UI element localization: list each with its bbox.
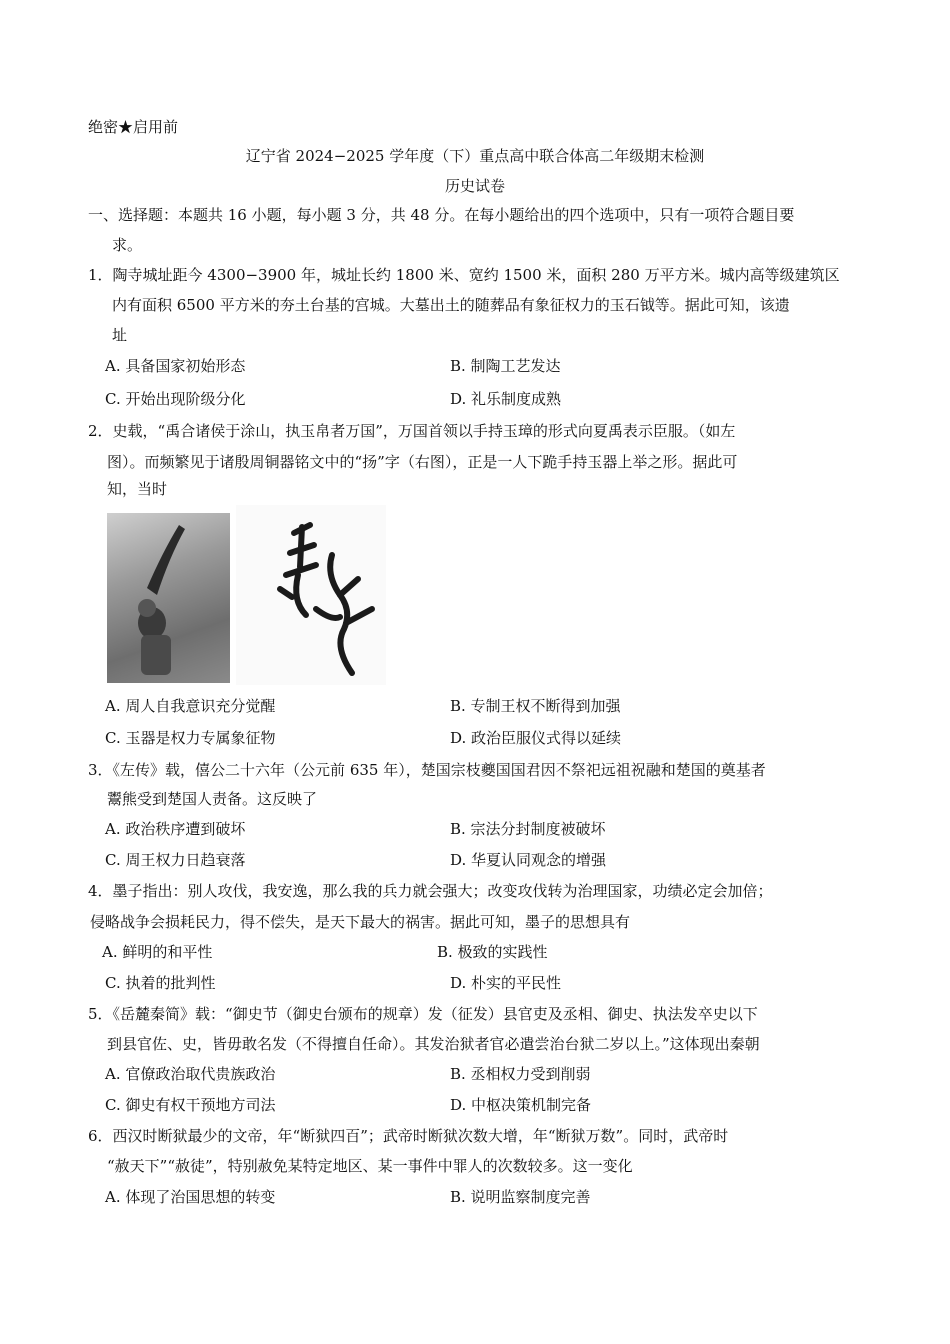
question-1-option-d: D. 礼乐制度成熟 (450, 390, 562, 408)
question-2-option-c: C. 玉器是权力专属象征物 (105, 729, 276, 747)
question-1-option-a: A. 具备国家初始形态 (105, 357, 246, 375)
question-4-option-a: A. 鲜明的和平性 (102, 943, 213, 961)
question-4-line-1: 4．墨子指出：别人攻伐，我安逸，那么我的兵力就会强大；改变攻伐转为治理国家，功绩必定会加倍； (88, 882, 773, 900)
question-4-option-d: D. 朴实的平民性 (450, 974, 562, 992)
question-2-option-a: A. 周人自我意识充分觉醒 (105, 697, 276, 715)
question-4-line-2: 侵略战争会损耗民力，得不偿失，是天下最大的祸害。据此可知，墨子的思想具有 (90, 913, 631, 931)
question-2-option-d: D. 政治臣服仪式得以延续 (450, 729, 622, 747)
question-6-line-1: 6．西汉时断狱最少的文帝，年“断狱四百”；武帝时断狱次数大增，年“断狱万数”。同时，武帝时 (88, 1127, 729, 1145)
exam-title: 辽宁省 2024−2025 学年度（下）重点高中联合体高二年级期末检测 (245, 147, 705, 165)
question-2-line-1: 2．史载，“禹合诸侯于涂山，执玉帛者万国”，万国首领以手持玉璋的形式向夏禹表示臣服。（如左 (88, 422, 736, 440)
question-6-line-2: “赦天下”“赦徒”，特别赦免某特定地区、某一事件中罪人的次数较多。这一变化 (107, 1157, 633, 1175)
question-5-option-c: C. 御史有权干预地方司法 (105, 1096, 276, 1114)
question-1-line-2: 内有面积 6500 平方米的夯土台基的宫城。大墓出土的随葬品有象征权力的玉石钺等。据此可知，该遗 (112, 296, 790, 314)
question-1-option-c: C. 开始出现阶级分化 (105, 390, 246, 408)
question-3-line-1: 3．《左传》载，僖公二十六年（公元前 635 年），楚国宗枝夔国国君因不祭祀远祖祝融和楚国的奠基者 (88, 761, 766, 779)
yang-character-glyph (236, 505, 386, 685)
question-2-line-3: 知，当时 (107, 480, 168, 498)
question-5-option-a: A. 官僚政治取代贵族政治 (105, 1065, 276, 1083)
question-6-option-b: B. 说明监察制度完善 (450, 1188, 591, 1206)
section-instructions-cont: 求。 (112, 236, 143, 254)
question-3-option-d: D. 华夏认同观念的增强 (450, 851, 607, 869)
question-1-line-3: 址 (112, 326, 128, 344)
question-3-option-b: B. 宗法分封制度被破坏 (450, 820, 606, 838)
question-1-option-b: B. 制陶工艺发达 (450, 357, 561, 375)
section-instructions: 一、选择题：本题共 16 小题，每小题 3 分，共 48 分。在每小题给出的四个选项中，只有一项符合题目要 (88, 206, 795, 224)
kneeling-figure-photo (107, 513, 230, 683)
question-2-line-2: 图）。而频繁见于诸殷周铜器铭文中的“扬”字（右图），正是一人下跪手持玉器上举之形。据此可 (107, 453, 738, 471)
question-4-option-c: C. 执着的批判性 (105, 974, 216, 992)
question-5-option-d: D. 中枢决策机制完备 (450, 1096, 592, 1114)
question-5-line-2: 到县官佐、史，皆毋敢名发（不得擅自任命）。其发治狱者官必遣尝治台狱二岁以上。”这体现出秦朝 (107, 1035, 760, 1053)
question-5-line-1: 5．《岳麓秦简》载：“御史节（御史台颁布的规章）发（征发）县官吏及丞相、御史、执法发卒史以下 (88, 1005, 758, 1023)
question-6-option-a: A. 体现了治国思想的转变 (105, 1188, 276, 1206)
question-3-option-c: C. 周王权力日趋衰落 (105, 851, 246, 869)
confidential-mark: 绝密★启用前 (88, 118, 179, 136)
question-3-line-2: 鬻熊受到楚国人责备。这反映了 (107, 790, 318, 808)
question-5-option-b: B. 丞相权力受到削弱 (450, 1065, 591, 1083)
question-2-option-b: B. 专制王权不断得到加强 (450, 697, 621, 715)
question-1-line-1: 1．陶寺城址距今 4300−3900 年，城址长约 1800 米、宽约 1500 米，面积 280 万平方米。城内高等级建筑区 (88, 266, 840, 284)
exam-subtitle: 历史试卷 (444, 177, 505, 195)
question-4-option-b: B. 极致的实践性 (437, 943, 548, 961)
question-3-option-a: A. 政治秩序遭到破坏 (105, 820, 246, 838)
